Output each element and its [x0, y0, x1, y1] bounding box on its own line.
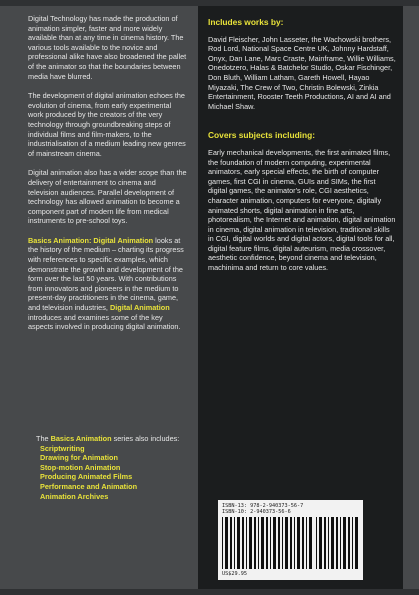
works-list: David Fleischer, John Lasseter, the Wachowski brothers, Rod Lord, National Space Centre UK, Johnny Hardstaff, Onyx, Dan Lane, Marc Craste, Mainframe, Willie Williams, Onedotzero, Halas & Batchelor Studio, Oskar Fischinger, Don Bluth, William Latham, Gareth Howell, Hayao Miyazaki, The Crew of Two, Christin Bolewski, Zinkia Entertainment, Rooster Teeth Productions, AI and AI and Michael Shaw. [208, 34, 396, 111]
series-title-item: Stop-motion Animation [40, 462, 121, 472]
series-lead [36, 434, 186, 444]
works-heading: Includes works by: [208, 17, 284, 27]
blurb-paragraph-4 [28, 236, 188, 332]
price-barcode [316, 517, 358, 569]
series-lead-b: series also includes: [111, 434, 180, 443]
isbn-10: ISBN-10: 2-940373-56-6 [222, 509, 291, 516]
blurb-column [28, 14, 188, 342]
blurb-paragraph-3: Digital animation also has a wider scope than the delivery of entertainment to cinema and television audiences. Parallel development of technology has allowed animation to become a component part of modern life from medical instruments to pre-school toys. [28, 168, 187, 226]
series-title-item: Scriptwriting [40, 443, 85, 453]
barcode-label [218, 500, 363, 580]
series-title-item: Producing Animated Films [40, 472, 133, 482]
blurb-paragraph-2: The development of digital animation echoes the evolution of cinema, from early experimental work produced by the creators of the very technology through groundbreaking steps of individual films and film-makers, to the industrialisation of a medium leading new genres of mainstream cinema. [28, 91, 186, 158]
isbn-13: ISBN-13: 978-2-940373-56-7 [222, 503, 304, 509]
series-title-item: Drawing for Animation [40, 453, 118, 463]
series-list [36, 434, 186, 501]
cover-bottom-edge [0, 589, 419, 595]
blurb-paragraph-1: Digital Technology has made the production of animation simpler, faster and more widely available than at any time in cinema history. The various tools available to the novice and professional alike have also broadened the pallet of the animator so that the boundaries between media have blurred. [28, 14, 187, 81]
series-titles [36, 444, 186, 502]
isbn-text [222, 503, 303, 515]
series-lead-a: The [36, 434, 51, 443]
series-name: Basics Animation [50, 434, 112, 443]
price-text: US$29.95 [222, 571, 247, 577]
info-panel-content [208, 18, 396, 273]
series-title-item: Animation Archives [40, 491, 109, 501]
blurb-paragraph-4-text-b: introduces and examines some of the key aspects involved in producing digital animation. [28, 312, 181, 332]
subjects-heading: Covers subjects including: [208, 130, 316, 141]
blurb-paragraph-4-text-a: looks at the history of the medium – charting its progress with references to specific examples, which demonstrate the growth and development of the form over the last 50 years. With contributions from innovators and pioneers in the medium to present-day practitioners in the cinema, game, and television industries, [28, 235, 184, 313]
book-title-highlight-2: Digital Animation [109, 303, 170, 313]
book-title-highlight: Basics Animation: Digital Animation [28, 235, 154, 245]
series-title-item: Performance and Animation [40, 481, 138, 491]
ean-barcode [222, 517, 314, 569]
subjects-list: Early mechanical developments, the first animated films, the foundation of modern computing, experimental animators, early special effects, the birth of computer games, first CGI in cinema, GUIs and SIMs, the first digital games, the animator's role, CGI aesthetics, character animation, computers for everyone, digitally animated shorts, digital animation in fine arts, photorealism, the Internet and animation, digital animation in cinema, digital animation in television, traditional skills in CGI, digital worlds and digital actors, digital tools for all, digital feature films, digital auteurism, media crossover, aesthetic confidence, beyond cinema and television, machinima and return to core values. [208, 147, 396, 273]
